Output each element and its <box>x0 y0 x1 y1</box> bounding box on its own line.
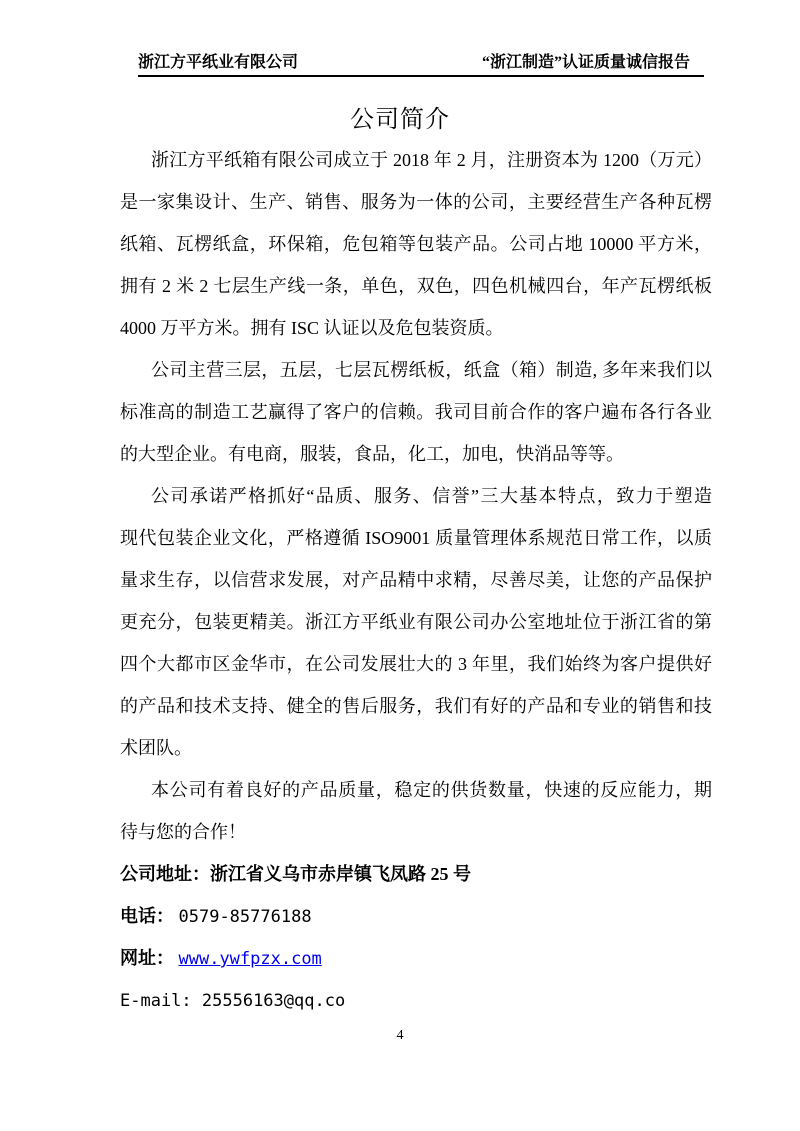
phone-number: 0579-85776188 <box>178 907 312 927</box>
paragraph-line: 更充分，包装更精美。浙江方平纸业有限公司办公室地址位于浙江省的第 <box>120 612 712 632</box>
email-line <box>120 979 712 1021</box>
paragraph-line: 公司承诺严格抓好“品质、服务、信誉”三大基本特点，致力于塑造 <box>151 486 712 506</box>
paragraph-line: 拥有 2 米 2 七层生产线一条，单色，双色，四色机械四台，年产瓦楞纸板 <box>120 276 712 296</box>
paragraph-line: 4000 万平方米。拥有 ISC 认证以及危包装资质。 <box>120 318 504 338</box>
company-address: 公司地址：浙江省义乌市赤岸镇飞凤路 25 号 <box>120 864 471 884</box>
document-body <box>120 139 712 1021</box>
website-line <box>120 937 712 979</box>
paragraph-line: 四个大都市区金华市，在公司发展壮大的 3 年里，我们始终为客户提供好 <box>120 654 712 674</box>
paragraph-line: 量求生存，以信营求发展，对产品精中求精，尽善尽美，让您的产品保护 <box>120 570 712 590</box>
website-link[interactable]: www.ywfpzx.com <box>178 949 322 969</box>
website-label: 网址： <box>120 948 174 968</box>
paragraph-line: 的大型企业。有电商，服装，食品，化工，加电，快消品等等。 <box>120 444 624 464</box>
page-number: 4 <box>396 1028 404 1043</box>
company-address-line <box>120 853 712 895</box>
paragraph-line: 公司主营三层，五层，七层瓦楞纸板，纸盒（箱）制造, 多年来我们以 <box>151 360 712 380</box>
header-company-name: 浙江方平纸业有限公司 <box>138 54 299 71</box>
paragraph-line: 待与您的合作！ <box>120 822 246 842</box>
email-address: 25556163@qq.co <box>201 991 346 1011</box>
paragraph-line: 浙江方平纸箱有限公司成立于 2018 年 2 月，注册资本为 1200（万元） <box>151 150 712 170</box>
paragraph-line: 标准高的制造工艺赢得了客户的信赖。我司目前合作的客户遍布各行各业 <box>120 402 712 422</box>
page-title: 公司简介 <box>350 107 450 133</box>
header-report-title: “浙江制造”认证质量诚信报告 <box>481 54 690 71</box>
phone-label: 电话： <box>120 906 174 926</box>
paragraph-line: 是一家集设计、生产、销售、服务为一体的公司，主要经营生产各种瓦楞 <box>120 192 712 212</box>
paragraph-line: 纸箱、瓦楞纸盒，环保箱，危包箱等包装产品。公司占地 10000 平方米， <box>120 234 712 254</box>
page-header <box>138 49 704 77</box>
paragraph-line: 本公司有着良好的产品质量，稳定的供货数量，快速的反应能力，期 <box>151 780 712 800</box>
paragraph-line: 术团队。 <box>120 738 192 758</box>
email-label: E-mail: <box>120 991 202 1011</box>
phone-line <box>120 895 712 937</box>
paragraph-line: 现代包装企业文化，严格遵循 ISO9001 质量管理体系规范日常工作，以质 <box>120 528 712 548</box>
paragraph-line: 的产品和技术支持、健全的售后服务，我们有好的产品和专业的销售和技 <box>120 696 712 716</box>
